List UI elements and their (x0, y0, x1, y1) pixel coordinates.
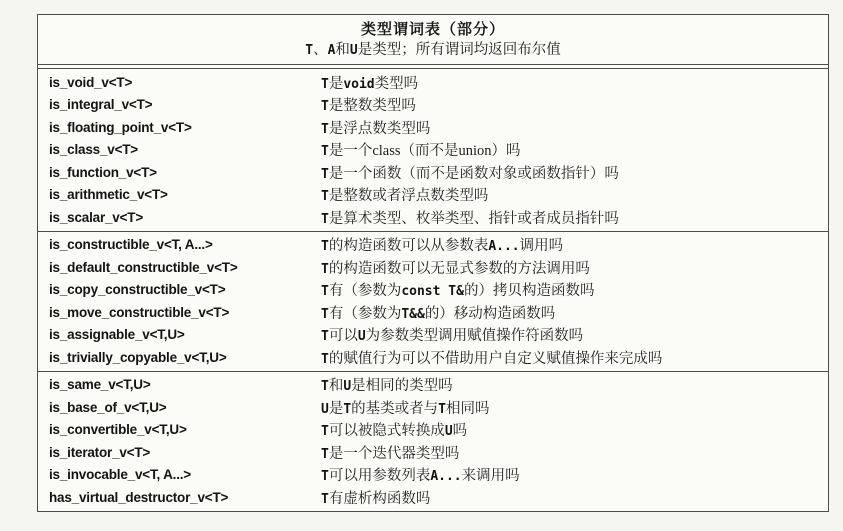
table-row (38, 374, 828, 397)
predicate-name: is_integral_v<T> (49, 97, 153, 113)
predicate-name: is_default_constructible_v<T> (49, 259, 238, 275)
code-fragment: U (343, 379, 352, 395)
code-fragment: T (438, 401, 446, 417)
text-fragment: 的）拷贝构造函数吗 (463, 283, 595, 300)
row-group-3 (38, 371, 828, 511)
table-header (38, 15, 828, 64)
table-row (38, 486, 828, 509)
text-fragment: 和 (335, 42, 350, 58)
predicate-description (321, 207, 619, 228)
table-row (38, 279, 828, 302)
table-row (38, 94, 828, 117)
code-fragment: const T& (401, 284, 464, 300)
predicate-description (321, 94, 416, 115)
text-fragment: 类型吗 (374, 75, 419, 92)
predicate-name: is_scalar_v<T> (49, 209, 144, 225)
code-fragment: A... (488, 239, 520, 255)
predicate-name: is_invocable_v<T, A...> (49, 467, 191, 483)
predicate-description (321, 257, 590, 278)
code-fragment: T (321, 76, 329, 92)
code-fragment: T (321, 424, 329, 440)
row-group-1 (38, 69, 828, 231)
text-fragment: 和 (328, 378, 344, 395)
table-row (38, 116, 828, 139)
text-fragment: 的赋值行为可以不借助用户自定义赋值操作来完成吗 (328, 350, 663, 367)
predicate-description (321, 347, 662, 368)
predicate-name: is_arithmetic_v<T> (49, 187, 168, 203)
code-fragment: T (321, 211, 329, 227)
table-row (38, 441, 828, 464)
text-fragment: 是一个class（而不是union）吗 (328, 143, 521, 160)
code-fragment: T (321, 469, 329, 485)
predicate-name: is_move_constructible_v<T> (49, 304, 230, 320)
text-fragment: 的构造函数可以无显式参数的方法调用吗 (328, 260, 590, 277)
predicate-name: is_base_of_v<T,U> (49, 399, 167, 415)
code-fragment: U (321, 401, 329, 417)
table-row (38, 161, 828, 184)
predicate-name: is_same_v<T,U> (49, 377, 151, 393)
predicate-name: is_copy_constructible_v<T> (49, 282, 226, 298)
predicate-description (321, 324, 583, 345)
code-fragment: U (349, 43, 358, 58)
text-fragment: 是算术类型、枚举类型、指针或者成员指针吗 (328, 210, 619, 227)
text-fragment: 有（参数为 (328, 283, 402, 300)
predicate-name: is_floating_point_v<T> (49, 119, 192, 135)
table-row (38, 184, 828, 207)
code-fragment: void (343, 76, 375, 92)
text-fragment: 的基类或者与 (351, 400, 439, 417)
predicate-name: is_assignable_v<T,U> (49, 327, 185, 343)
text-fragment: 是一个函数（而不是函数对象或函数指针）吗 (328, 165, 619, 182)
text-fragment: 的）移动构造函数吗 (424, 305, 556, 322)
table-row (38, 346, 828, 369)
code-fragment: T (321, 329, 329, 345)
text-fragment: 为参数类型调用赋值操作符函数吗 (365, 328, 584, 345)
table-row (38, 301, 828, 324)
code-fragment: T&& (401, 306, 425, 322)
code-fragment: T (321, 99, 329, 115)
predicate-name: is_class_v<T> (49, 142, 138, 158)
predicate-description (321, 302, 555, 323)
table-row (38, 206, 828, 229)
predicate-name: is_function_v<T> (49, 164, 157, 180)
predicate-description (321, 487, 430, 508)
text-fragment: 相同吗 (445, 400, 490, 417)
predicate-description (321, 374, 453, 395)
code-fragment: T (321, 261, 329, 277)
table-row (38, 139, 828, 162)
text-fragment: 有虚析构函数吗 (328, 490, 431, 507)
code-fragment: T (321, 446, 329, 462)
predicate-description (321, 442, 459, 463)
text-fragment: 可以被隐式转换成 (328, 423, 445, 440)
text-fragment: 是 (328, 75, 344, 92)
predicate-name: is_trivially_copyable_v<T,U> (49, 349, 227, 365)
table-row (38, 419, 828, 442)
table-row (38, 71, 828, 94)
text-fragment: 调用吗 (519, 238, 564, 255)
predicate-name: is_constructible_v<T, A...> (49, 237, 213, 253)
predicate-name: is_void_v<T> (49, 74, 133, 90)
table-row (38, 256, 828, 279)
table-row (38, 464, 828, 487)
table-row (38, 396, 828, 419)
text-fragment: 可以用参数列表 (328, 468, 431, 485)
table-title: 类型谓词表（部分） (360, 21, 505, 38)
predicate-description (321, 139, 521, 160)
predicate-description (321, 184, 488, 205)
text-fragment: 来调用吗 (461, 468, 520, 485)
text-fragment: 是类型；所有谓词均返回布尔值 (357, 42, 561, 58)
code-fragment: T (321, 189, 329, 205)
text-fragment: 是整数或者浮点数类型吗 (328, 188, 489, 205)
code-fragment: T (321, 121, 329, 137)
text-fragment: 的构造函数可以从参数表 (328, 238, 489, 255)
code-fragment: T (321, 166, 329, 182)
text-fragment: 、 (313, 42, 328, 58)
text-fragment: 是浮点数类型吗 (328, 120, 431, 137)
code-fragment: T (305, 43, 314, 58)
predicate-description (321, 72, 418, 93)
text-fragment: 有（参数为 (328, 305, 402, 322)
type-predicates-table (37, 14, 829, 512)
code-fragment: T (321, 379, 329, 395)
text-fragment: 是相同的类型吗 (351, 378, 453, 395)
code-fragment: U (444, 424, 453, 440)
code-fragment: U (357, 329, 366, 345)
code-fragment: A... (430, 469, 462, 485)
predicate-description (321, 464, 520, 485)
code-fragment: T (321, 306, 329, 322)
predicate-description (321, 234, 563, 255)
code-fragment: T (343, 401, 352, 417)
code-fragment: A (327, 43, 336, 58)
code-fragment: T (321, 239, 329, 255)
predicate-description (321, 397, 489, 418)
code-fragment: T (321, 351, 329, 367)
predicate-name: has_virtual_destructor_v<T> (49, 489, 229, 505)
table-row (38, 234, 828, 257)
predicate-name: is_iterator_v<T> (49, 444, 151, 460)
code-fragment: T (321, 491, 329, 507)
text-fragment: 是 (328, 400, 344, 417)
predicate-description (321, 117, 430, 138)
row-group-2 (38, 231, 828, 371)
predicate-description (321, 162, 619, 183)
table-body (38, 69, 828, 511)
predicate-name: is_convertible_v<T,U> (49, 422, 187, 438)
code-fragment: T (321, 144, 329, 160)
text-fragment: 是一个迭代器类型吗 (328, 445, 460, 462)
text-fragment: 是整数类型吗 (328, 98, 416, 115)
predicate-description (321, 419, 467, 440)
predicate-description (321, 279, 594, 300)
table-row (38, 324, 828, 347)
text-fragment: 吗 (452, 423, 468, 440)
code-fragment: T (321, 284, 329, 300)
table-subtitle (38, 41, 828, 60)
text-fragment: 可以 (328, 328, 358, 345)
